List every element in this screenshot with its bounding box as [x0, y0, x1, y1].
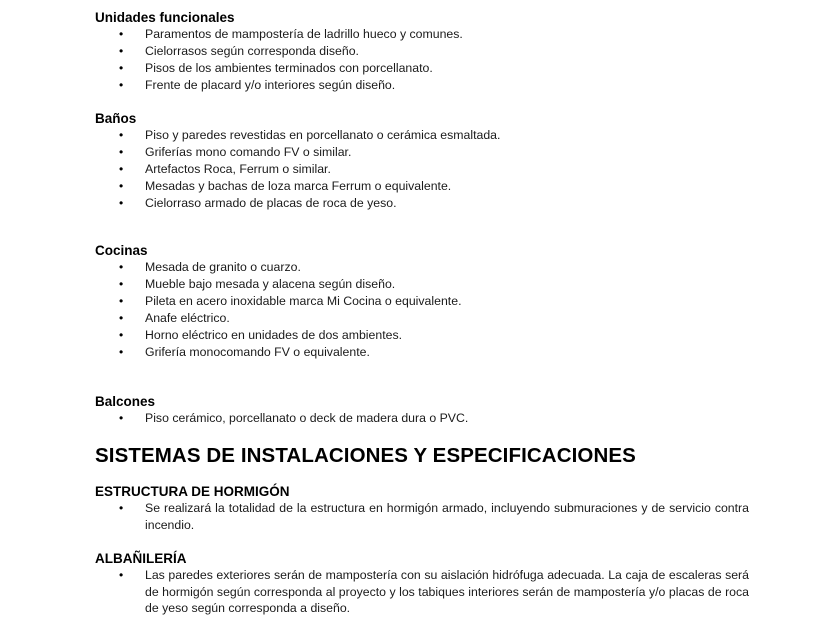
bullet-list — [95, 500, 749, 533]
list-item: • Se realizará la totalidad de la estructura en hormigón armado, incluyendo submuraciones y de servicio contra incendio. — [95, 500, 749, 533]
list-item: • Frente de placard y/o interiores según diseño. — [95, 77, 749, 94]
section-heading: Balcones — [95, 394, 156, 409]
bullet-list — [95, 259, 749, 361]
main-heading: SISTEMAS DE INSTALACIONES Y ESPECIFICACIONES — [95, 444, 636, 467]
list-item: • Mesada de granito o cuarzo. — [95, 259, 749, 276]
bullet-list — [95, 127, 749, 212]
list-item: • Griferías mono comando FV o similar. — [95, 144, 749, 161]
section-heading: ESTRUCTURA DE HORMIGÓN — [95, 484, 290, 499]
list-item: • Artefactos Roca, Ferrum o similar. — [95, 161, 749, 178]
list-item: • Paramentos de mampostería de ladrillo hueco y comunes. — [95, 26, 749, 43]
section-albanileria — [95, 551, 840, 617]
list-item: • Horno eléctrico en unidades de dos ambientes. — [95, 327, 749, 344]
list-item: • Grifería monocomando FV o equivalente. — [95, 344, 749, 361]
list-item: • Cielorraso armado de placas de roca de yeso. — [95, 195, 749, 212]
list-item: • Las paredes exteriores serán de mampostería con su aislación hidrófuga adecuada. La caja de escaleras será de hormigón según corresponda al proyecto y los tabiques interiores serán de mampostería y/o placas de roca de yeso según corresponda a diseño. — [95, 567, 749, 617]
list-item: • Cielorrasos según corresponda diseño. — [95, 43, 749, 60]
section-estructura-hormigon — [95, 484, 840, 533]
section-unidades-funcionales — [95, 10, 840, 94]
list-item: • Mesadas y bachas de loza marca Ferrum o equivalente. — [95, 178, 749, 195]
list-item: • Pisos de los ambientes terminados con porcellanato. — [95, 60, 749, 77]
bullet-list — [95, 567, 749, 617]
section-heading: ALBAÑILERÍA — [95, 551, 187, 566]
bullet-list — [95, 410, 749, 427]
section-balcones — [95, 394, 840, 427]
list-item: • Mueble bajo mesada y alacena según diseño. — [95, 276, 749, 293]
section-banos — [95, 111, 840, 212]
section-heading: Unidades funcionales — [95, 10, 235, 25]
list-item: • Anafe eléctrico. — [95, 310, 749, 327]
list-item: • Piso cerámico, porcellanato o deck de madera dura o PVC. — [95, 410, 749, 427]
section-heading: Baños — [95, 111, 137, 126]
section-cocinas — [95, 243, 840, 361]
bullet-list — [95, 26, 749, 94]
list-item: • Piso y paredes revestidas en porcellanato o cerámica esmaltada. — [95, 127, 749, 144]
list-item: • Pileta en acero inoxidable marca Mi Cocina o equivalente. — [95, 293, 749, 310]
section-heading: Cocinas — [95, 243, 148, 258]
